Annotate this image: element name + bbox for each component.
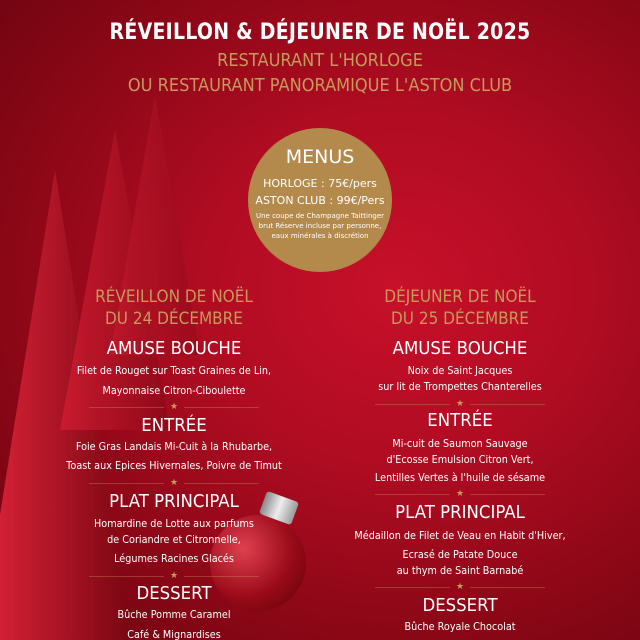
star-icon: ★ [169,402,179,412]
menu-item: Médaillon de Filet de Veau en Habit d'Hiver, [354,530,566,542]
menu-item: Mayonnaise Citron-Ciboulette [102,385,246,397]
menu-item: Légumes Racines Glacés [114,553,234,565]
star-divider [89,402,259,412]
menu-item: Foie Gras Landais Mi-Cuit à la Rhubarbe, [75,441,273,453]
dejeuner-date: DU 25 DÉCEMBRE [391,309,529,329]
price-aston-club: ASTON CLUB : 99€/Pers [255,194,385,207]
menu-item: au thym de Saint Barnabé [396,565,524,577]
menu-item: Mi-cuit de Saumon Sauvage [392,438,528,450]
section-dessert: DESSERT [136,583,212,604]
menus-price-badge [248,128,392,272]
star-icon: ★ [169,478,179,488]
star-divider [375,399,545,409]
menus-title: MENUS [285,146,355,168]
reveillon-title: RÉVEILLON DE NOËL [95,287,253,307]
section-entree: ENTRÉE [427,410,493,431]
menu-item: Lentilles Vertes à l'huile de sésame [374,472,546,484]
menu-item: Ecrasé de Patate Douce [402,549,518,561]
star-icon: ★ [455,582,465,592]
section-dessert: DESSERT [422,595,498,616]
menu-item: Café & Mignardises [127,629,221,640]
section-amuse-bouche: AMUSE BOUCHE [392,338,528,359]
star-divider [89,571,259,581]
menu-item: Filet de Rouget sur Toast Graines de Lin, [76,365,272,377]
menu-item: d'Ecosse Emulsion Citron Vert, [386,454,534,466]
poster-subtitle-2: OU RESTAURANT PANORAMIQUE L'ASTON CLUB [127,75,513,96]
star-divider [89,478,259,488]
star-divider [375,489,545,499]
poster-subtitle-1: RESTAURANT L'HORLOGE [217,50,423,71]
star-icon: ★ [169,571,179,581]
menus-note: Une coupe de Champagne Taittinger [255,212,385,220]
menus-note: eaux minérales à discrétion [271,232,369,240]
star-icon: ★ [455,489,465,499]
price-horloge: HORLOGE : 75€/pers [263,177,377,190]
poster-title: RÉVEILLON & DÉJEUNER DE NOËL 2025 [109,20,531,45]
menu-item: Toast aux Epices Hivernales, Poivre de Timut [66,460,282,472]
menu-item: Bûche Royale Chocolat [404,621,516,633]
menus-note: brut Réserve incluse par personne, [258,222,382,230]
menu-item: Noix de Saint Jacques [407,365,513,377]
reveillon-date: DU 24 DÉCEMBRE [105,309,243,329]
menu-item: Bûche Pomme Caramel [117,609,231,621]
section-plat-principal: PLAT PRINCIPAL [395,502,525,523]
menu-item: de Coriandre et Citronnelle, [107,534,241,546]
star-divider [375,582,545,592]
menu-item: Homardine de Lotte aux parfums [94,518,254,530]
section-entree: ENTRÉE [141,415,207,436]
dejeuner-title: DÉJEUNER DE NOËL [384,287,536,307]
section-plat-principal: PLAT PRINCIPAL [109,491,239,512]
menu-item: sur lit de Trompettes Chanterelles [378,381,542,393]
section-amuse-bouche: AMUSE BOUCHE [106,338,242,359]
star-icon: ★ [455,399,465,409]
